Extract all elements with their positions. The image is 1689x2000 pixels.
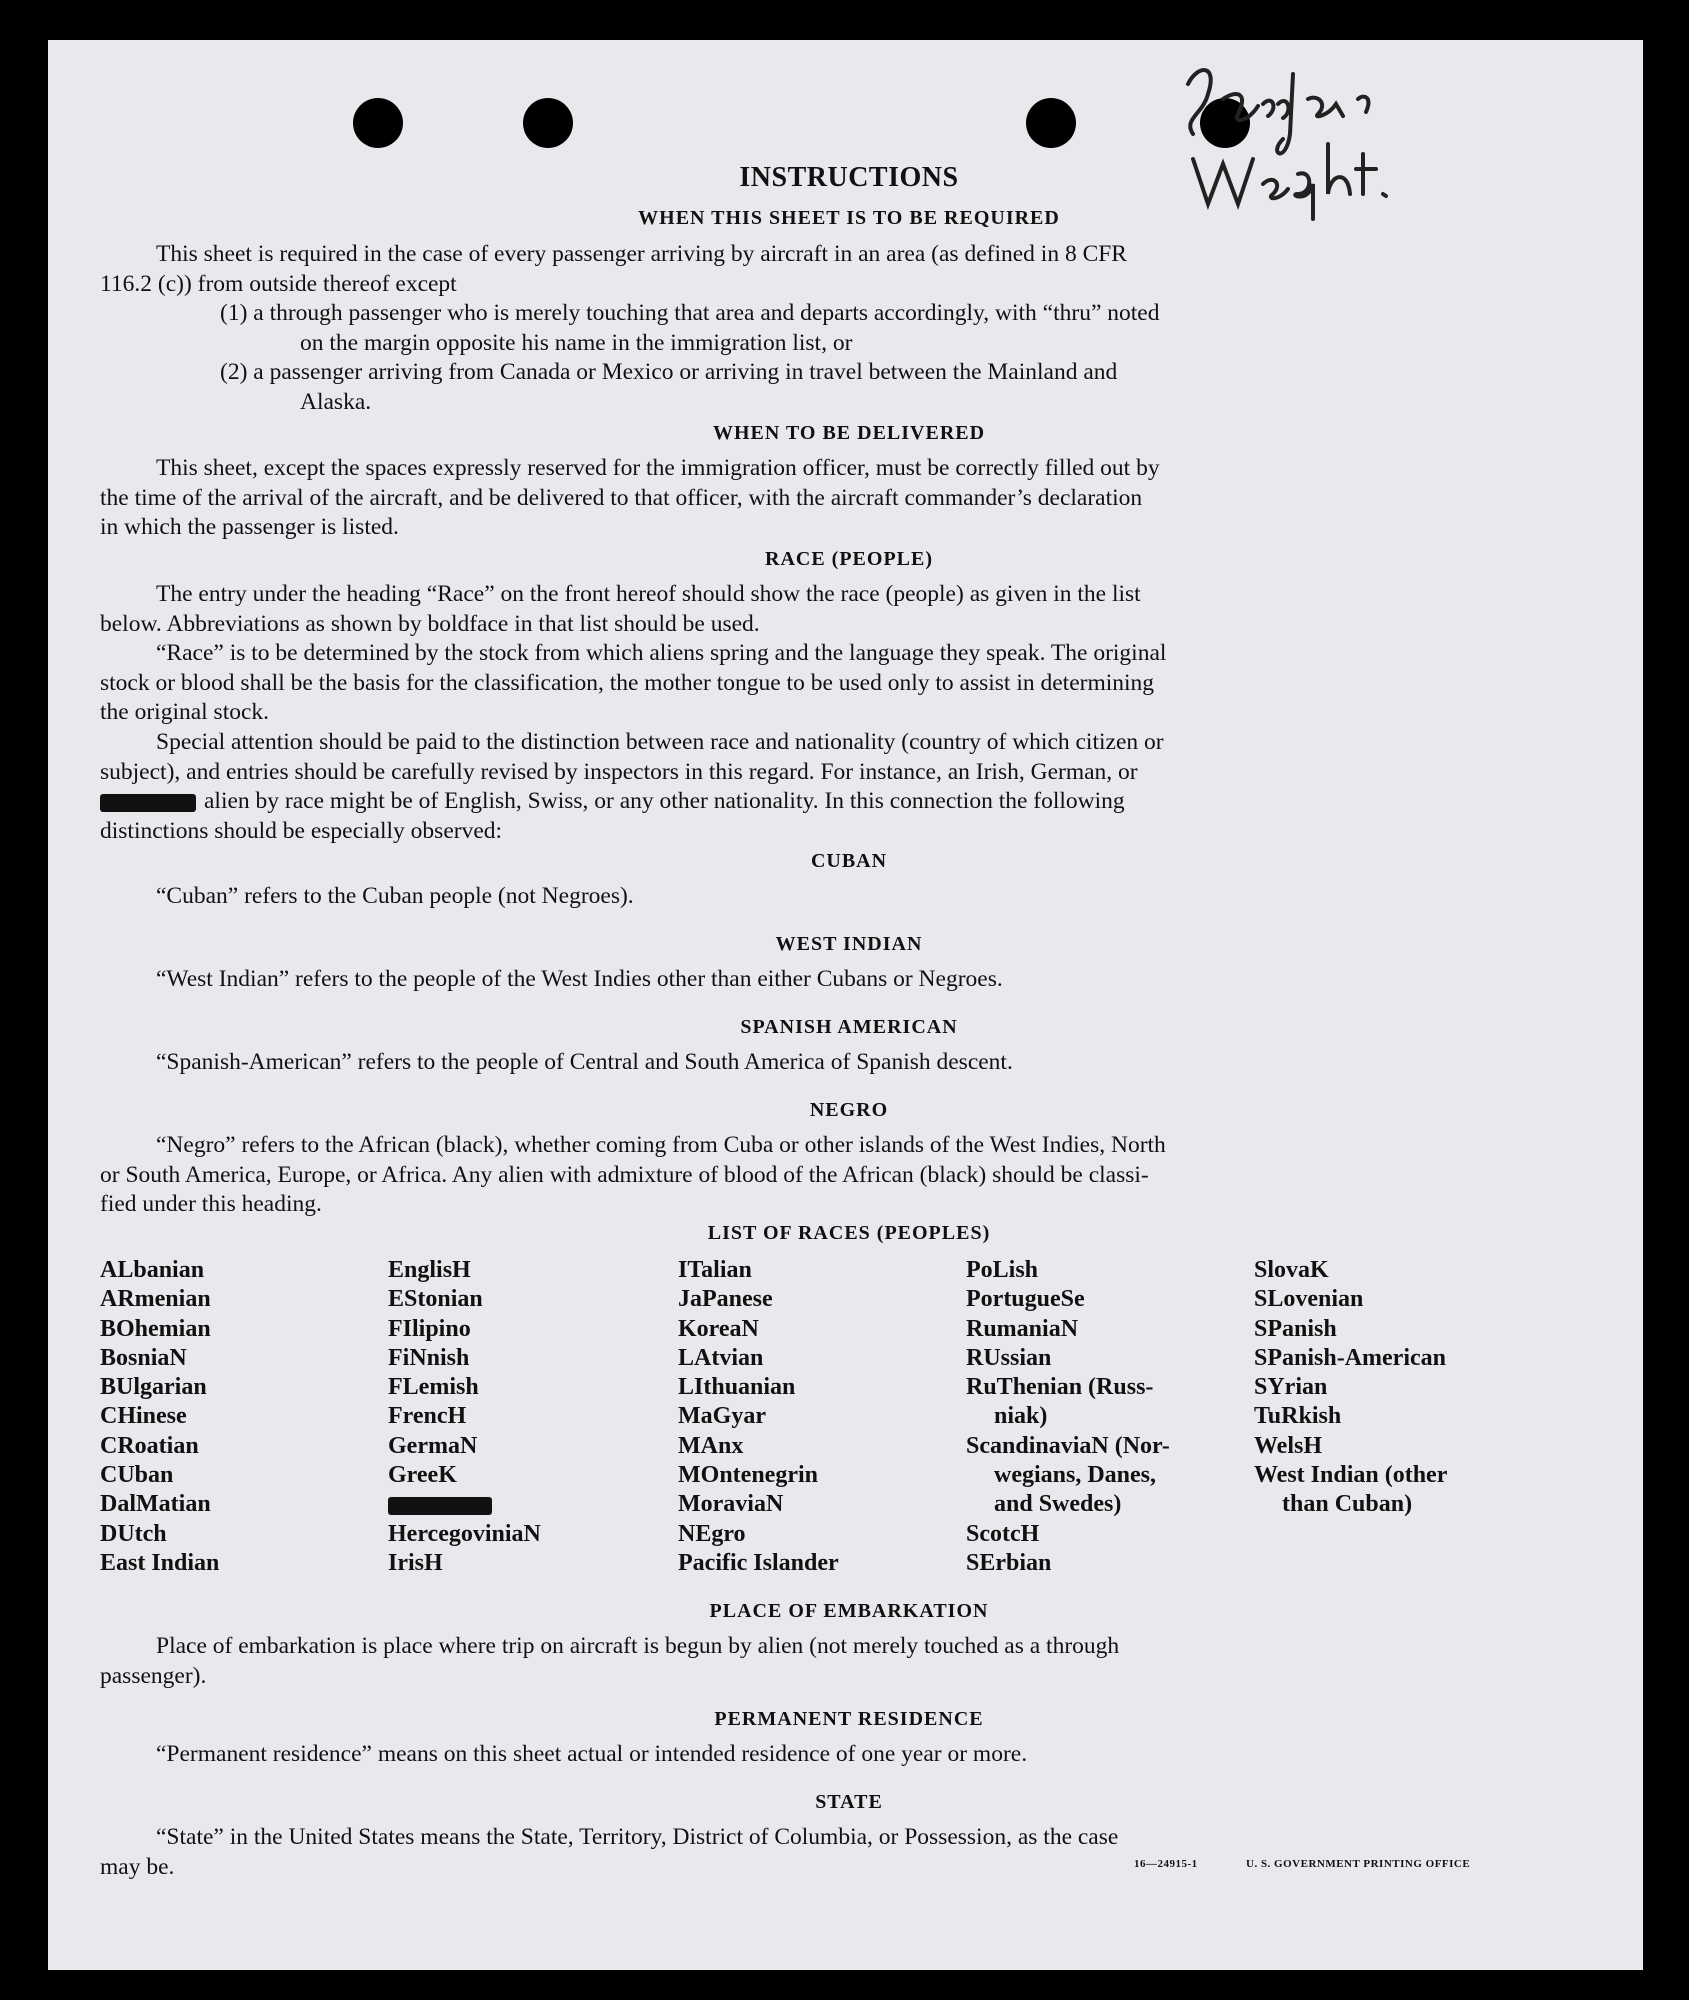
race-entry: SPanish-American [1254,1344,1446,1371]
text-line: (2) a passenger arriving from Canada or Mexico or arriving in travel between the Mainland and [220,359,1118,385]
race-entry: BOhemian [100,1315,211,1342]
section-title-permanent-residence: PERMANENT RESIDENCE [714,1708,984,1730]
page-title: INSTRUCTIONS [739,162,959,193]
race-paragraph-3 [100,728,1552,846]
race-entry: GreeK [388,1462,457,1489]
section-title-state: STATE [815,1791,883,1813]
printer-imprint: U. S. GOVERNMENT PRINTING OFFICE [1246,1858,1471,1870]
spanish-american-text: “Spanish-American” refers to the people of Central and South America of Spanish descent. [156,1049,1013,1075]
punch-hole [353,98,403,148]
race-entry: West Indian (other [1254,1462,1448,1489]
race-entry: EStonian [388,1286,483,1313]
text-line: 116.2 (c)) from outside thereof except [100,270,457,297]
residence-text: “Permanent residence” means on this sheet actual or intended residence of one year or more. [156,1741,1028,1767]
race-entry: WelsH [1254,1432,1323,1459]
race-entry: BosniaN [100,1344,187,1371]
when-delivered-paragraph [100,454,1552,543]
race-column-3 [678,1256,948,1578]
text-line: The entry under the heading “Race” on the front hereof should show the race (people) as given in the list [156,581,1141,607]
race-entry: PoLish [966,1257,1039,1283]
race-entry: HercegoviniaN [388,1520,541,1547]
text-line [100,787,1552,817]
race-entry: SPanish [1254,1315,1337,1342]
race-entry: PortugueSe [966,1286,1085,1313]
text-line: Special attention should be paid to the distinction between race and nationality (country of which citizen or [156,729,1164,755]
race-entry: RuThenian (Russ- [966,1374,1154,1401]
race-entry: CUban [100,1462,174,1489]
text-line: “State” in the United States means the State, Territory, District of Columbia, or Possession, as the case [156,1824,1119,1850]
punch-hole [1026,98,1076,148]
race-entry: IrisH [388,1549,443,1576]
race-entry: SLovenian [1254,1286,1364,1313]
text-line: the time of the arrival of the aircraft, and be delivered to that officer, with the aircraft commander’s declaration [100,484,1143,511]
race-entry: SlovaK [1254,1257,1329,1283]
race-entry: KoreaN [678,1315,759,1342]
race-entry: TuRkish [1254,1403,1342,1430]
text-line: below. Abbreviations as shown by boldface in that list should be used. [100,610,760,637]
race-entry: FLemish [388,1374,479,1401]
text-line: fied under this heading. [100,1191,322,1217]
race-paragraph-1 [100,580,1552,639]
text-line: on the margin opposite his name in the immigration list, or [300,329,853,356]
text-line: subject), and entries should be carefully revised by inspectors in this regard. For instance, an Irish, German, or [100,758,1138,785]
race-entry-continued: niak) [994,1403,1048,1430]
state-paragraph [100,1823,1552,1882]
race-entry: ALbanian [100,1257,205,1283]
section-title-spanish-american: SPANISH AMERICAN [740,1016,958,1038]
text-line: This sheet is required in the case of every passenger arriving by aircraft in an area (as defined in 8 CFR [156,241,1127,267]
race-entry: ITalian [678,1257,752,1283]
race-entry: MaGyar [678,1403,766,1430]
text-line-rest: alien by race might be of English, Swiss, or any other nationality. In this connection the following [204,788,1125,814]
race-entry-continued: and Swedes) [994,1491,1122,1518]
race-entry-continued: wegians, Danes, [994,1462,1157,1489]
race-entry: DUtch [100,1520,167,1547]
race-entry: FrencH [388,1403,467,1430]
embarkation-paragraph [100,1632,1552,1691]
race-paragraph-2 [100,639,1552,728]
race-entry: NEgro [678,1520,746,1547]
exception-item-1 [220,299,1552,358]
section-title-list-of-races: LIST OF RACES (PEOPLES) [707,1222,991,1244]
when-required-paragraph [100,240,1552,299]
text-line: Alaska. [300,388,372,415]
race-entry: ARmenian [100,1286,211,1313]
west-indian-text: “West Indian” refers to the people of the West Indies other than either Cubans or Negroes. [156,966,1003,992]
cuban-text: “Cuban” refers to the Cuban people (not Negroes). [156,883,634,909]
section-title-race: RACE (PEOPLE) [765,548,933,570]
race-entry: SYrian [1254,1374,1328,1401]
race-entry: EnglisH [388,1257,471,1283]
race-entry: DalMatian [100,1491,211,1518]
section-title-negro: NEGRO [809,1099,889,1121]
race-entry-redacted [388,1490,658,1519]
text-line: “Race” is to be determined by the stock from which aliens spring and the language they speak. The original [156,640,1167,666]
race-entry-continued: than Cuban) [1282,1491,1413,1518]
race-entry: CHinese [100,1403,187,1430]
race-column-1 [100,1256,370,1578]
race-entry: MAnx [678,1432,744,1459]
text-line: the original stock. [100,699,270,725]
negro-paragraph [100,1131,1552,1220]
race-entry: SErbian [966,1549,1052,1576]
text-line: Place of embarkation is place where trip on aircraft is begun by alien (not merely touched as a through [156,1633,1120,1659]
race-entry: MOntenegrin [678,1462,818,1489]
section-title-when-delivered: WHEN TO BE DELIVERED [712,422,986,444]
text-line: (1) a through passenger who is merely touching that area and departs accordingly, with “thru” noted [220,300,1160,326]
punch-hole [523,98,573,148]
race-entry: FIlipino [388,1315,471,1342]
race-entry: BUlgarian [100,1374,207,1401]
exception-item-2 [220,358,1552,417]
form-number: 16—24915-1 [1134,1858,1198,1870]
race-entry: East Indian [100,1549,220,1576]
section-title-embarkation: PLACE OF EMBARKATION [709,1600,989,1622]
race-entry: JaPanese [678,1286,773,1313]
race-entry: RumaniaN [966,1315,1079,1342]
race-entry: GermaN [388,1432,478,1459]
race-column-2 [388,1256,658,1578]
text-line: in which the passenger is listed. [100,514,399,540]
race-entry: MoraviaN [678,1491,784,1518]
race-entry: LAtvian [678,1344,764,1371]
race-entry: RUssian [966,1344,1052,1371]
text-line: “Negro” refers to the African (black), whether coming from Cuba or other islands of the West Indies, North [156,1132,1166,1158]
text-line: stock or blood shall be the basis for the classification, the mother tongue to be used only to assist in determining [100,669,1155,696]
section-title-west-indian: WEST INDIAN [775,933,923,955]
race-entry: ScandinaviaN (Nor- [966,1432,1170,1459]
text-line: may be. [100,1853,175,1880]
race-entry: FiNnish [388,1344,470,1371]
section-title-when-required: WHEN THIS SHEET IS TO BE REQUIRED [638,207,1060,229]
race-entry: LIthuanian [678,1374,796,1401]
handwritten-note [1178,44,1478,224]
race-entry: ScotcH [966,1520,1040,1547]
text-line: or South America, Europe, or Africa. Any alien with admixture of blood of the African (black) should be classi- [100,1161,1149,1188]
redaction-mark [100,794,196,812]
race-entry: CRoatian [100,1432,199,1459]
text-line: passenger). [100,1662,207,1689]
race-column-4 [966,1256,1236,1578]
section-title-cuban: CUBAN [810,850,888,872]
text-line: distinctions should be especially observed: [100,817,503,844]
redaction-mark [388,1497,492,1515]
race-entry: Pacific Islander [678,1549,839,1576]
document-page [48,40,1643,1970]
race-column-5 [1254,1256,1524,1520]
text-line: This sheet, except the spaces expressly reserved for the immigration officer, must be correctly filled out by [156,455,1160,481]
